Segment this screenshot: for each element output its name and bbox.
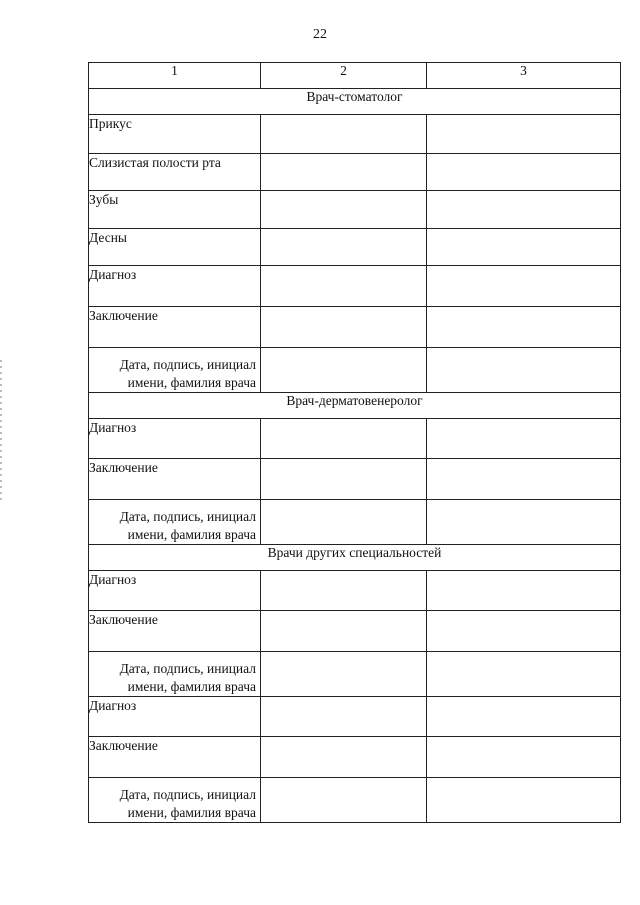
row-label: Заключение	[89, 737, 261, 778]
table-row	[89, 571, 621, 611]
row-label: Диагноз	[89, 697, 261, 737]
column-number-1: 1	[89, 63, 261, 89]
table-row	[89, 697, 621, 737]
blank-cell-col-3	[427, 154, 621, 191]
blank-cell-col-2	[261, 307, 427, 348]
row-label: Дата, подпись, инициал имени, фамилия врача	[89, 652, 261, 697]
column-number-3: 3	[427, 63, 621, 89]
section-title: Врач-дерматовенеролог	[89, 393, 621, 419]
blank-cell-col-3	[427, 778, 621, 823]
section-header-row	[89, 545, 621, 571]
blank-cell-col-3	[427, 737, 621, 778]
blank-cell-col-3	[427, 571, 621, 611]
row-label: Дата, подпись, инициал имени, фамилия врача	[89, 778, 261, 823]
blank-cell-col-2	[261, 348, 427, 393]
blank-cell-col-2	[261, 266, 427, 307]
scan-edge-mark	[0, 360, 2, 500]
blank-cell-col-3	[427, 266, 621, 307]
column-number-row	[89, 63, 621, 89]
column-number-2: 2	[261, 63, 427, 89]
row-label: Прикус	[89, 115, 261, 154]
blank-cell-col-2	[261, 154, 427, 191]
blank-cell-col-3	[427, 419, 621, 459]
blank-cell-col-2	[261, 652, 427, 697]
row-label: Заключение	[89, 459, 261, 500]
blank-cell-col-3	[427, 229, 621, 266]
table-row	[89, 459, 621, 500]
blank-cell-col-2	[261, 229, 427, 266]
section-header-row	[89, 89, 621, 115]
row-label: Диагноз	[89, 266, 261, 307]
table-row	[89, 652, 621, 697]
table-row	[89, 115, 621, 154]
blank-cell-col-2	[261, 778, 427, 823]
section-title: Врач-стоматолог	[89, 89, 621, 115]
blank-cell-col-2	[261, 459, 427, 500]
row-label: Десны	[89, 229, 261, 266]
blank-cell-col-3	[427, 191, 621, 229]
table-row	[89, 419, 621, 459]
blank-cell-col-3	[427, 115, 621, 154]
blank-cell-col-2	[261, 191, 427, 229]
table-row	[89, 611, 621, 652]
blank-cell-col-3	[427, 307, 621, 348]
row-label: Слизистая полости рта	[89, 154, 261, 191]
blank-cell-col-2	[261, 419, 427, 459]
table-row	[89, 154, 621, 191]
row-label: Диагноз	[89, 571, 261, 611]
blank-cell-col-3	[427, 348, 621, 393]
table-row	[89, 307, 621, 348]
row-label: Дата, подпись, инициал имени, фамилия врача	[89, 500, 261, 545]
medical-exam-table	[88, 62, 621, 823]
table-row	[89, 737, 621, 778]
blank-cell-col-3	[427, 459, 621, 500]
blank-cell-col-2	[261, 697, 427, 737]
row-label: Заключение	[89, 611, 261, 652]
blank-cell-col-3	[427, 652, 621, 697]
page-number: 22	[313, 27, 327, 42]
table-row	[89, 348, 621, 393]
blank-cell-col-2	[261, 571, 427, 611]
section-header-row	[89, 393, 621, 419]
blank-cell-col-3	[427, 611, 621, 652]
section-title: Врачи других специальностей	[89, 545, 621, 571]
blank-cell-col-2	[261, 737, 427, 778]
row-label: Заключение	[89, 307, 261, 348]
blank-cell-col-3	[427, 697, 621, 737]
table-row	[89, 500, 621, 545]
row-label: Зубы	[89, 191, 261, 229]
table-row	[89, 266, 621, 307]
blank-cell-col-2	[261, 500, 427, 545]
row-label: Дата, подпись, инициал имени, фамилия врача	[89, 348, 261, 393]
table-row	[89, 191, 621, 229]
table-row	[89, 229, 621, 266]
row-label: Диагноз	[89, 419, 261, 459]
blank-cell-col-2	[261, 611, 427, 652]
table-body	[89, 89, 621, 823]
blank-cell-col-2	[261, 115, 427, 154]
table-row	[89, 778, 621, 823]
blank-cell-col-3	[427, 500, 621, 545]
